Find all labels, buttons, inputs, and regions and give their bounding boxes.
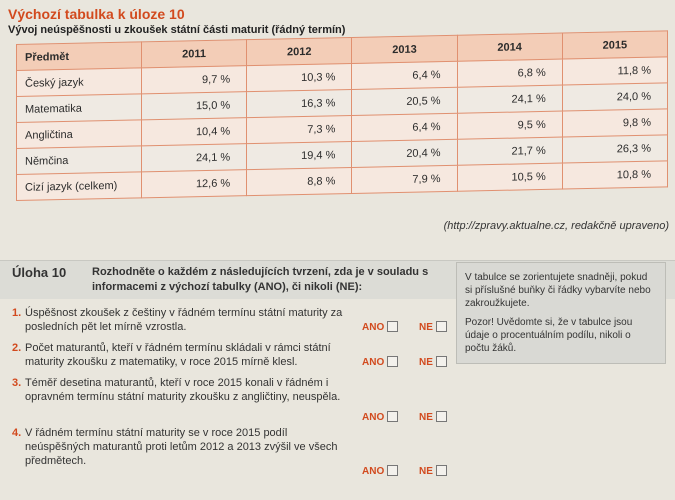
statement-3 [12,376,355,404]
subject-cell: Cizí jazyk (celkem) [17,172,142,201]
answer-row-4 [362,465,447,477]
value-cell: 10,3 % [247,63,352,91]
value-cell: 7,9 % [352,165,457,193]
header-year: 2012 [247,37,352,65]
value-cell: 16,3 % [247,89,352,117]
statement-2 [12,341,355,369]
value-cell: 20,5 % [352,87,457,115]
value-cell: 24,1 % [457,85,562,113]
value-cell: 15,0 % [142,92,247,120]
value-cell: 10,8 % [562,161,667,189]
statement-number: 2. [12,342,22,354]
value-cell: 8,8 % [247,167,352,195]
subject-cell: Český jazyk [17,68,142,97]
subject-cell: Angličtina [17,120,142,149]
value-cell: 6,4 % [352,61,457,89]
statement-number: 3. [12,377,22,389]
no-checkbox[interactable] [436,321,447,332]
header-subject: Předmět [17,42,142,71]
statement-text: Počet maturantů, kteří v řádném termínu skládali v rámci státní maturity zkoušku z matematiky, v roce 2015 mírně klesl. [25,342,331,368]
results-table [16,30,668,201]
value-cell: 20,4 % [352,139,457,167]
statement-1 [12,306,355,334]
task-instruction: Rozhodněte o každém z následujících tvrzení, zda je v souladu s informacemi z výchozí tabulky (ANO), či nikoli (NE): [92,266,429,293]
header-year: 2011 [142,40,247,68]
value-cell: 12,6 % [142,170,247,198]
no-label: NE [419,357,433,368]
value-cell: 19,4 % [247,141,352,169]
header-year: 2014 [457,33,562,61]
hint-text: V tabulce se zorientujete snadněji, pokud si příslušné buňky či řádky vybarvíte nebo zakroužkujete. [465,272,651,309]
value-cell: 21,7 % [457,137,562,165]
no-checkbox[interactable] [436,356,447,367]
value-cell: 10,5 % [457,163,562,191]
statement-number: 4. [12,427,22,439]
value-cell: 6,8 % [457,59,562,87]
yes-label: ANO [362,466,385,477]
yes-label: ANO [362,322,385,333]
no-label: NE [419,466,433,477]
header-year: 2015 [562,31,667,59]
value-cell: 10,4 % [142,118,247,146]
statement-text: V řádném termínu státní maturity se v roce 2015 podíl neúspěšných maturantů proti letům 2012 a 2013 zvýšil ve všech předmětech. [25,427,338,467]
statement-text: Úspěšnost zkoušek z češtiny v řádném termínu státní maturity za posledních pět let mírně vzrostla. [25,307,343,333]
yes-checkbox[interactable] [387,465,398,476]
statement-text: Téměř desetina maturantů, kteří v roce 2015 konali v řádném i opravném termínu státní maturity zkoušku z angličtiny, neuspěla. [25,377,341,403]
value-cell: 9,5 % [457,111,562,139]
yes-label: ANO [362,412,385,423]
section-title: Výchozí tabulka k úloze 10 [8,6,185,22]
yes-label: ANO [362,357,385,368]
yes-checkbox[interactable] [387,321,398,332]
value-cell: 11,8 % [562,57,667,85]
task-label: Úloha 10 [12,265,67,280]
no-label: NE [419,412,433,423]
source-citation: (http://zpravy.aktualne.cz, redakčně upraveno) [443,220,669,232]
hint-warning: Pozor! Uvědomte si, že v tabulce jsou údaje o procentuálním podílu, nikoli o počtu žáků. [465,317,633,354]
subject-cell: Matematika [17,94,142,123]
statement-4 [12,426,355,468]
answer-row-1 [362,321,447,333]
value-cell: 24,0 % [562,83,667,111]
yes-checkbox[interactable] [387,356,398,367]
table-title: Vývoj neúspěšnosti u zkoušek státní části maturit (řádný termín) [8,24,346,36]
no-checkbox[interactable] [436,465,447,476]
header-year: 2013 [352,35,457,63]
statement-number: 1. [12,307,22,319]
no-label: NE [419,322,433,333]
value-cell: 7,3 % [247,115,352,143]
value-cell: 24,1 % [142,144,247,172]
value-cell: 26,3 % [562,135,667,163]
subject-cell: Němčina [17,146,142,175]
value-cell: 9,8 % [562,109,667,137]
hint-box [456,262,666,364]
value-cell: 9,7 % [142,66,247,94]
yes-checkbox[interactable] [387,411,398,422]
no-checkbox[interactable] [436,411,447,422]
value-cell: 6,4 % [352,113,457,141]
answer-row-2 [362,356,447,368]
answer-row-3 [362,411,447,423]
